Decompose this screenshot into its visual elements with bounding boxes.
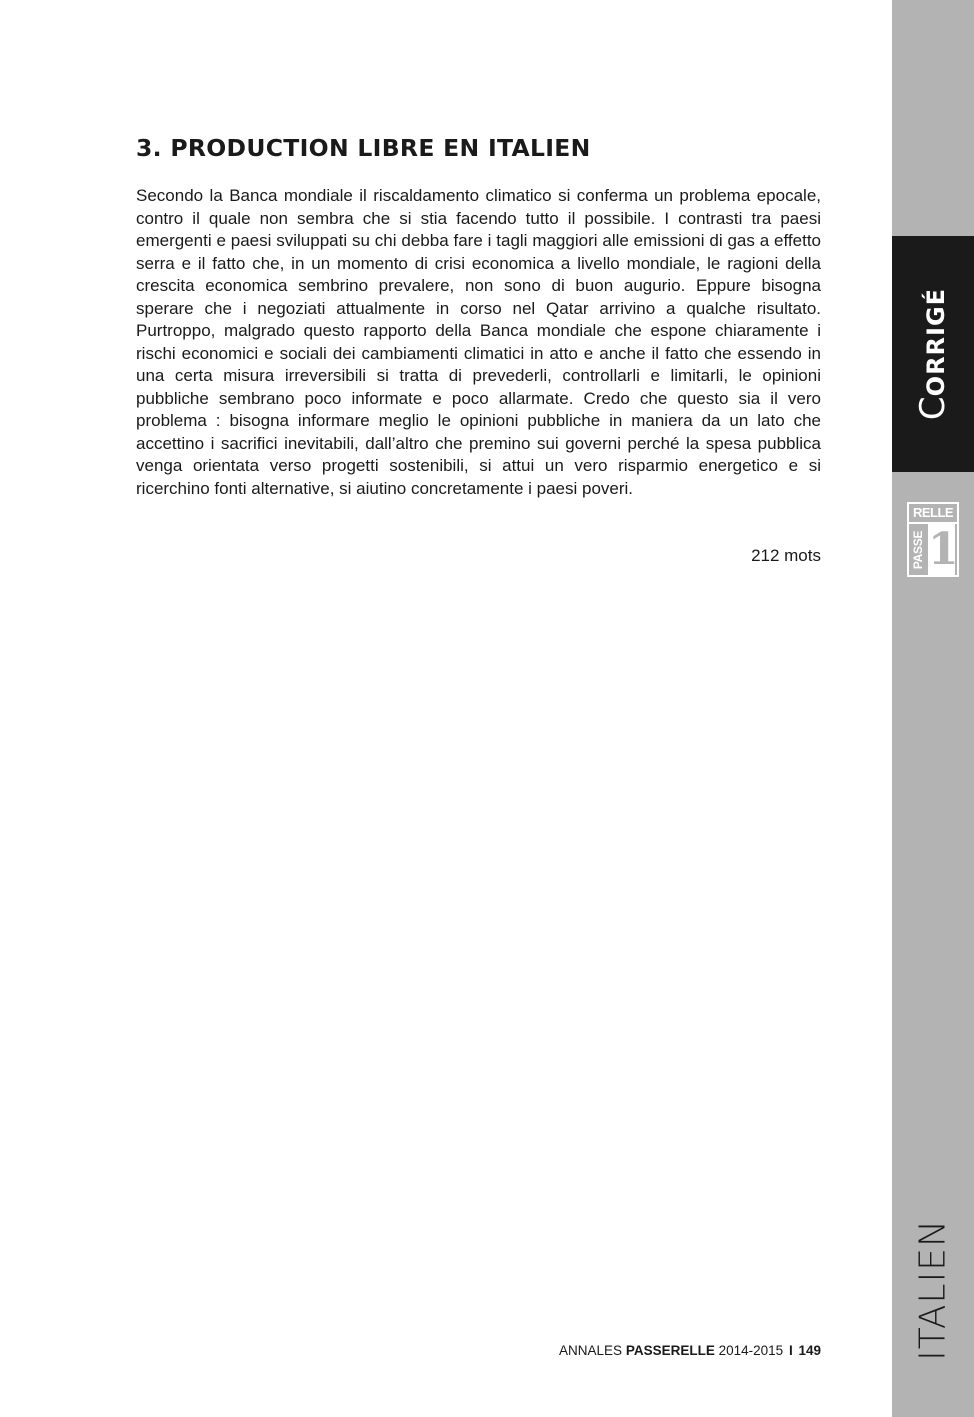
section-heading: 3. PRODUCTION LIBRE EN ITALIEN [136,134,591,162]
passerelle-logo [907,502,959,577]
logo-top-word: RELLE [909,504,957,524]
footer-years: 2014-2015 [718,1343,784,1358]
side-tab-bar [892,0,974,1417]
footer-prefix: ANNALES [559,1343,623,1358]
footer-separator: I [788,1343,793,1358]
body-paragraph: Secondo la Banca mondiale il riscaldamento climatico si conferma un problema epocale, contro il quale non sembra che si stia facendo tutto il possibile. I contrasti tra paesi emergenti e paesi sviluppati su chi debba fare i tagli maggiori alle emissioni di gas a effetto serra e il fatto che, in un momento di crisi economica a livello mondiale, le ragioni della crescita economica sembrino prevalere, non sono di buon augurio. Eppure bisogna sperare che i negoziati attualmente in corso nel Qatar arrivino a qualche risultato. Purtroppo, malgrado questo rapporto della Banca mondiale che espone chiaramente i rischi economici e sociali dei cambiamenti climatici in atto e anche il fatto che essendo in una certa misura irreversibili si tratta di prevederli, controllarli e limitarli, le opinioni pubbliche sembrano poco informate e poco allarmate. Credo che questo sia il vero problema : bisogna informare meglio le opinioni pubbliche in maniera da un lato che accettino i sacrifici inevitabili, dall’altro che premino sui governi perché la spesa pubblica venga orientata verso progetti sostenibili, si attui un vero risparmio energetico e si ricerchino fonti alternative, si aiutino concretamente i paesi poveri. [136,186,821,498]
corrige-rest: ORRIGÉ [922,287,950,397]
page-footer [559,1343,821,1358]
corrige-label [913,288,953,420]
logo-side-word: PASSE [911,530,925,570]
footer-brand: PASSERELLE [625,1343,715,1358]
logo-number: 1 [928,524,959,575]
corrige-first-letter: C [913,396,953,421]
corrige-tab [892,236,974,472]
subject-label: ITALIEN [912,1219,954,1361]
page-number: 149 [798,1343,821,1358]
word-count: 212 mots [751,546,821,565]
